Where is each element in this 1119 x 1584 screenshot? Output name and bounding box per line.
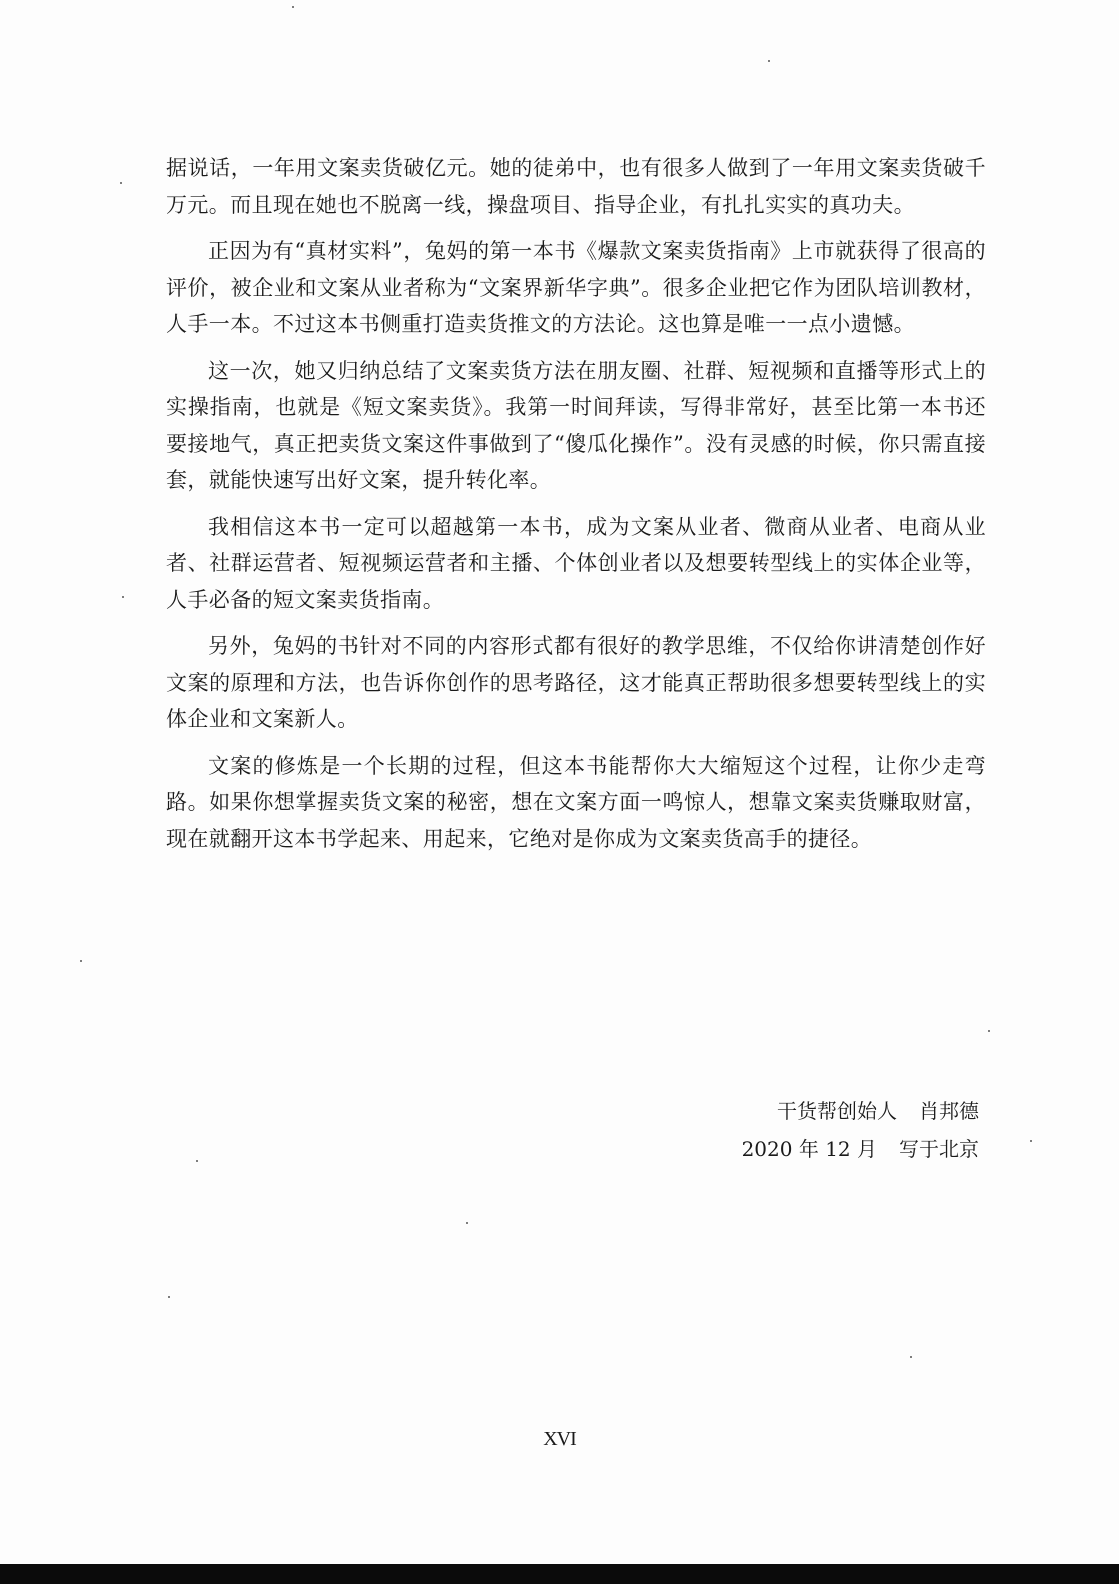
signature-place: 写于北京 (899, 1137, 979, 1161)
scan-speck (196, 1160, 198, 1162)
scan-speck (466, 1222, 468, 1224)
paragraph-2: 正因为有“真材实料”，兔妈的第一本书《爆款文案卖货指南》上市就获得了很高的评价，被企业和文案从业者称为“文案界新华字典”。很多企业把它作为团队培训教材，人手一本。不过这本书侧重打造卖货推文的方法论。这也算是唯一一点小遗憾。 (166, 239, 986, 336)
scan-speck (80, 960, 82, 962)
scan-speck (1030, 1140, 1032, 1142)
scan-speck (910, 1356, 912, 1358)
scan-speck (988, 1030, 990, 1032)
scan-border-bottom (0, 1564, 1119, 1584)
paragraph-3: 这一次，她又归纳总结了文案卖货方法在朋友圈、社群、短视频和直播等形式上的实操指南，也就是《短文案卖货》。我第一时间拜读，写得非常好，甚至比第一本书还要接地气，真正把卖货文案这件事做到了“傻瓜化操作”。没有灵感的时候，你只需直接套，就能快速写出好文案，提升转化率。 (166, 358, 986, 492)
signature-date-line (742, 1130, 979, 1168)
scan-speck (768, 60, 770, 62)
paragraph-5: 另外，兔妈的书针对不同的内容形式都有很好的教学思维，不仅给你讲清楚创作好文案的原理和方法，也告诉你创作的思考路径，这才能真正帮助很多想要转型线上的实体企业和文案新人。 (166, 634, 986, 731)
signature-author-line (742, 1092, 979, 1130)
signature-name: 肖邦德 (919, 1099, 979, 1123)
page-number: XVI (543, 1428, 576, 1450)
signature-date: 2020 年 12 月 (741, 1137, 877, 1161)
signature-block (742, 1092, 979, 1168)
signature-title: 干货帮创始人 (777, 1099, 897, 1123)
scan-speck (168, 1296, 170, 1298)
paragraph-6: 文案的修炼是一个长期的过程，但这本书能帮你大大缩短这个过程，让你少走弯路。如果你想掌握卖货文案的秘密，想在文案方面一鸣惊人，想靠文案卖货赚取财富，现在就翻开这本书学起来、用起来，它绝对是你成为文案卖货高手的捷径。 (166, 753, 986, 851)
paragraph-1: 据说话，一年用文案卖货破亿元。她的徒弟中，也有很多人做到了一年用文案卖货破千万元。而且现在她也不脱离一线，操盘项目、指导企业，有扎扎实实的真功夫。 (166, 156, 986, 217)
body-text (166, 150, 986, 867)
scan-speck (292, 6, 294, 8)
paragraph-4: 我相信这本书一定可以超越第一本书，成为文案从业者、微商从业者、电商从业者、社群运营者、短视频运营者和主播、个体创业者以及想要转型线上的实体企业等，人手必备的短文案卖货指南。 (166, 514, 986, 612)
scan-speck (120, 182, 122, 184)
scan-speck (122, 596, 124, 598)
